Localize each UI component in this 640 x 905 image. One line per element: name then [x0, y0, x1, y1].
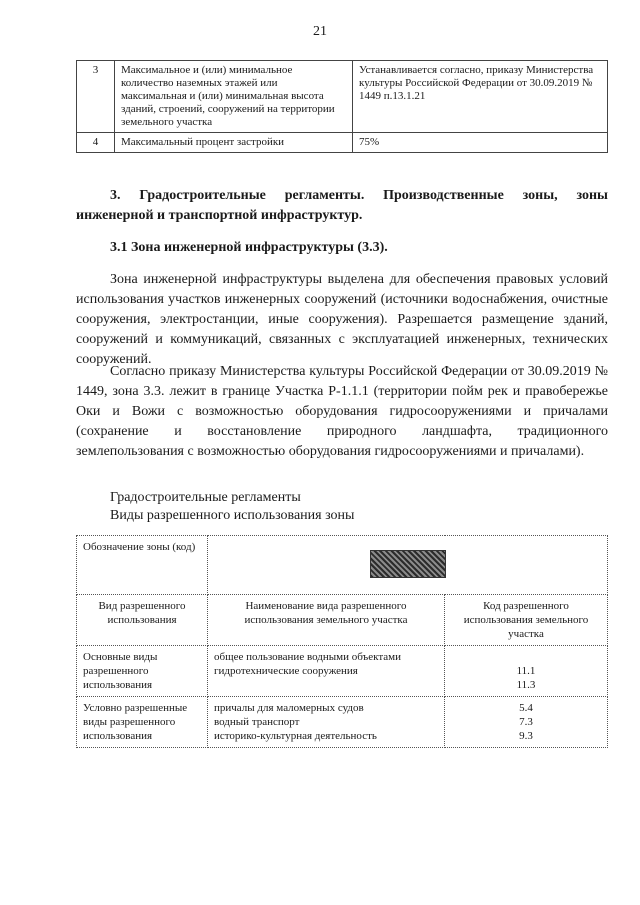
parameter-value: Устанавливается согласно, приказу Министерства культуры Российской Федерации от 30.09.2019 № 1449 п.13.1.21 [353, 61, 608, 133]
column-header: Код разрешенного использования земельного участка [445, 595, 608, 646]
column-header: Вид разрешенного использования [77, 595, 208, 646]
table-row [77, 61, 608, 133]
use-name: причалы для маломерных судов [214, 702, 364, 714]
paragraph-zone-description: Зона инженерной инфраструктуры выделена для обеспечения правовых условий использования участков инженерных сооружений (источники водоснабжения, очистные сооружения, электростанции, иные сооружения). Разрешается размещение зданий, сооружений и коммуникаций, связанных с эксплуатацией инженерных, технических сооружений. [76, 272, 608, 367]
row-number: 3 [77, 61, 115, 133]
regulations-subheading: Градостроительные регламенты [110, 490, 301, 505]
parameter-name: Максимальное и (или) минимальное количество наземных этажей или максимальная и (или) минимальная высота зданий, строений, сооружений на территории земельного участка [115, 61, 353, 133]
use-names [208, 697, 445, 748]
row-number: 4 [77, 133, 115, 153]
table-row [77, 536, 608, 595]
use-names [208, 646, 445, 697]
table-row [77, 697, 608, 748]
use-name: общее пользование водными объектами [214, 651, 401, 663]
section-heading: 3. Градостроительные регламенты. Производственные зоны, зоны инженерной и транспортной инфраструктур. [76, 188, 608, 223]
use-code: 7.3 [519, 716, 533, 728]
table-row [77, 133, 608, 153]
table-row [77, 646, 608, 697]
column-header: Наименование вида разрешенного использования земельного участка [208, 595, 445, 646]
permitted-uses-table [76, 535, 608, 748]
paragraph-order-reference: Согласно приказу Министерства культуры Российской Федерации от 30.09.2019 № 1449, зона 3.3. лежит в границе Участка Р-1.1.1 (территории пойм рек и правобережье Оки и Вожи с возможностью оборудования гидросооружениями и причалами (сохранение и восстановление природного ландшафта, традиционного землепользования с возможностью оборудования гидросооружениями и причалами). [76, 364, 608, 459]
use-code: 11.1 [516, 665, 536, 677]
use-codes [445, 697, 608, 748]
zone-code-label: Обозначение зоны (код) [77, 536, 208, 595]
parameter-value: 75% [353, 133, 608, 153]
use-code: 9.3 [519, 730, 533, 742]
use-code: 5.4 [519, 702, 533, 714]
use-name: гидротехнические сооружения [214, 665, 358, 677]
table-header-row [77, 595, 608, 646]
use-type: Условно разрешенные виды разрешенного использования [77, 697, 208, 748]
subsection-heading: 3.1 Зона инженерной инфраструктуры (3.3). [110, 240, 388, 255]
zone-hatch-swatch [370, 550, 446, 578]
parameter-name: Максимальный процент застройки [115, 133, 353, 153]
use-type: Основные виды разрешенного использования [77, 646, 208, 697]
use-name: историко-культурная деятельность [214, 730, 377, 742]
zone-code-cell [208, 536, 608, 595]
page-number: 21 [313, 24, 327, 39]
use-name: водный транспорт [214, 716, 300, 728]
use-code: 11.3 [516, 679, 536, 691]
parameters-table [76, 60, 608, 153]
permitted-uses-subheading: Виды разрешенного использования зоны [110, 508, 355, 523]
use-codes [445, 646, 608, 697]
